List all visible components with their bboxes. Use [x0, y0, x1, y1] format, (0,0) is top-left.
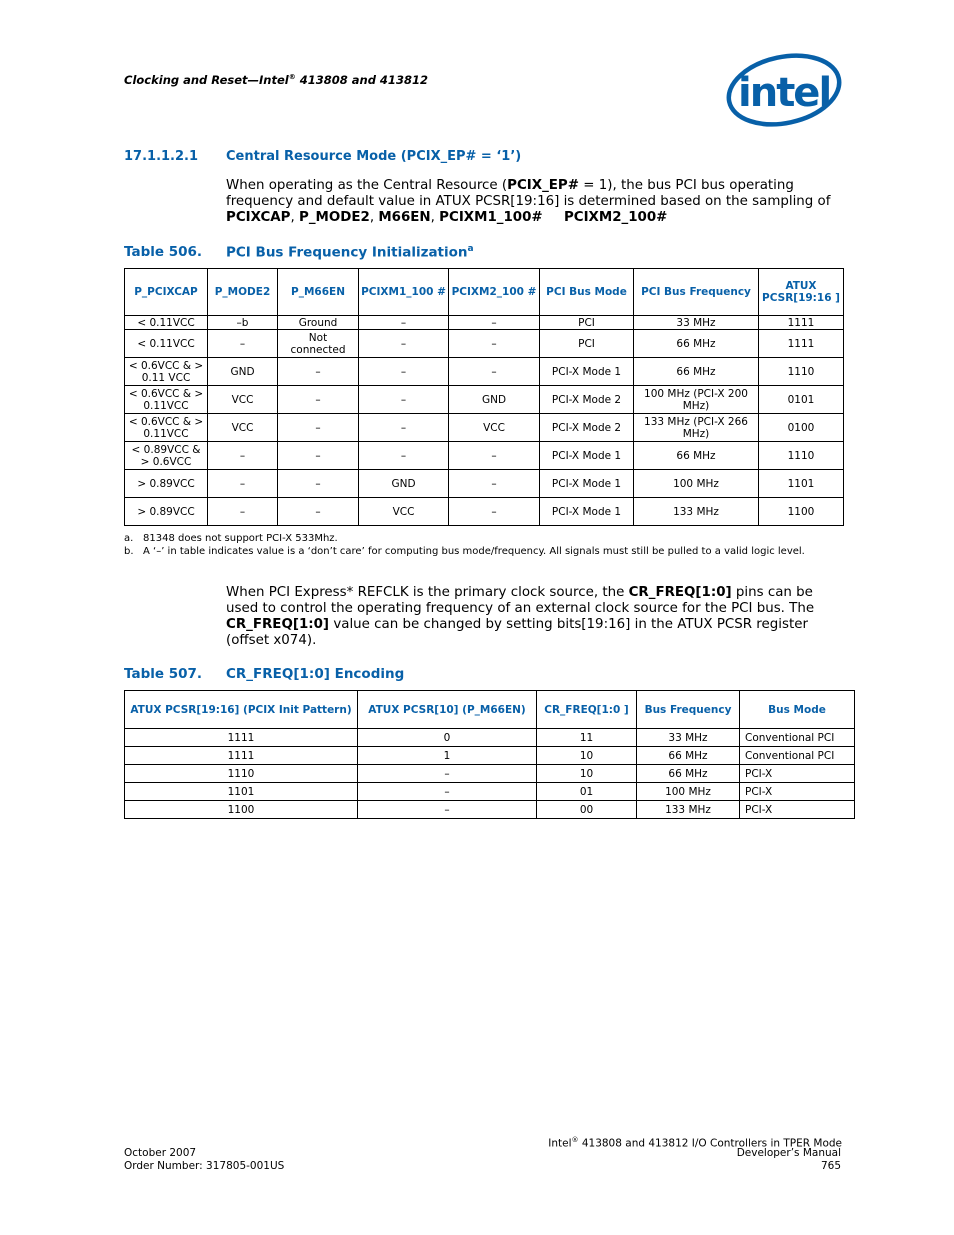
- table-cell: VCC: [208, 386, 278, 414]
- table-row: [125, 498, 844, 526]
- table-cell: PCI-X: [740, 783, 855, 801]
- table-cell: 66 MHz: [637, 765, 740, 783]
- table-cell: –: [359, 330, 449, 358]
- table-cell: PCI-X: [740, 765, 855, 783]
- table-cell: 66 MHz: [634, 358, 759, 386]
- table-cell: < 0.11VCC: [125, 316, 208, 330]
- pci-bus-frequency-table: [124, 268, 844, 526]
- table-cell: PCI-X Mode 2: [540, 386, 634, 414]
- table-cell: –: [208, 442, 278, 470]
- table-cell: 1111: [125, 729, 358, 747]
- col-header: Bus Mode: [740, 691, 855, 729]
- table-cell: –: [208, 498, 278, 526]
- running-header: Clocking and Reset—Intel® 413808 and 413812: [124, 73, 428, 87]
- table-cell: –: [358, 765, 537, 783]
- col-header: Bus Frequency: [637, 691, 740, 729]
- footer-order-number: Order Number: 317805-001US: [124, 1160, 285, 1172]
- col-header: PCIXM2_100 #: [449, 269, 540, 316]
- table-row: [125, 783, 855, 801]
- col-header: PCI Bus Mode: [540, 269, 634, 316]
- footer-page-number: 765: [820, 1160, 841, 1172]
- table-cell: PCI-X Mode 2: [540, 414, 634, 442]
- footnote-a: a. 81348 does not support PCI-X 533Mhz.: [124, 533, 338, 544]
- table-cell: < 0.6VCC & > 0.11VCC: [125, 386, 208, 414]
- table-cell: –: [358, 783, 537, 801]
- table-cell: –: [278, 470, 359, 498]
- table-cell: 133 MHz: [637, 801, 740, 819]
- table-cell: 1100: [759, 498, 844, 526]
- table-cell: 33 MHz: [637, 729, 740, 747]
- table-cell: VCC: [208, 414, 278, 442]
- table-cell: –: [449, 316, 540, 330]
- footnote-b: b. A ‘–’ in table indicates value is a ‘don’t care’ for computing bus mode/frequency. All signals must still be pulled to a valid logic level.: [124, 546, 805, 557]
- table-cell: Not connected: [278, 330, 359, 358]
- table-cell: GND: [208, 358, 278, 386]
- table-cell: PCI-X Mode 1: [540, 442, 634, 470]
- table-cell: 33 MHz: [634, 316, 759, 330]
- table-cell: 1110: [759, 358, 844, 386]
- table-cell: VCC: [449, 414, 540, 442]
- table-cell: 100 MHz: [634, 470, 759, 498]
- table-cell: GND: [359, 470, 449, 498]
- table-row: [125, 801, 855, 819]
- table-cell: 1110: [759, 442, 844, 470]
- table-cell: –: [449, 498, 540, 526]
- table-cell: –: [278, 358, 359, 386]
- table-cell: VCC: [359, 498, 449, 526]
- table-cell: –: [278, 386, 359, 414]
- col-header: PCIXM1_100 #: [359, 269, 449, 316]
- table-cell: GND: [449, 386, 540, 414]
- table-cell: –: [278, 414, 359, 442]
- table-row: [125, 765, 855, 783]
- table-cell: 1110: [125, 765, 358, 783]
- col-header: ATUX PCSR[10] (P_M66EN): [358, 691, 537, 729]
- table-cell: –: [278, 442, 359, 470]
- footer-date: October 2007: [124, 1147, 197, 1159]
- table-cell: < 0.11VCC: [125, 330, 208, 358]
- table-row: [125, 316, 844, 330]
- table-cell: Ground: [278, 316, 359, 330]
- intel-logo: [724, 50, 844, 128]
- section-title: Central Resource Mode (PCIX_EP# = ‘1’): [226, 149, 522, 164]
- col-header: ATUX PCSR[19:16] (PCIX Init Pattern): [125, 691, 358, 729]
- table-cell: 0: [358, 729, 537, 747]
- table-cell: Conventional PCI: [740, 747, 855, 765]
- table-cell: 66 MHz: [634, 442, 759, 470]
- table-506-caption: Table 506. PCI Bus Frequency Initialization$^a$: [124, 244, 474, 261]
- table-cell: –: [359, 442, 449, 470]
- col-header: CR_FREQ[1:0 ]: [537, 691, 637, 729]
- table-cell: –: [208, 330, 278, 358]
- table-cell: –: [359, 316, 449, 330]
- col-header: P_M66EN: [278, 269, 359, 316]
- table-506-label: Table 506.: [124, 244, 203, 260]
- table-cell: PCI-X Mode 1: [540, 498, 634, 526]
- table-cell: 1101: [125, 783, 358, 801]
- table-cell: 0100: [759, 414, 844, 442]
- table-cell: > 0.89VCC: [125, 498, 208, 526]
- refclk-paragraph: When PCI Express* REFCLK is the primary clock source, the CR_FREQ[1:0] pins can be used to control the operating frequency of an external clock source for the PCI bus. The CR_FREQ[1:0] value can be changed by setting bits[19:16] in the ATUX PCSR register (offset x074).: [226, 585, 815, 648]
- col-header: P_PCIXCAP: [125, 269, 208, 316]
- table-cell: –: [358, 801, 537, 819]
- table-cell: 00: [537, 801, 637, 819]
- table-cell: 100 MHz (PCI-X 200 MHz): [634, 386, 759, 414]
- table-row: [125, 729, 855, 747]
- table-cell: 1100: [125, 801, 358, 819]
- table-cell: PCI-X: [740, 801, 855, 819]
- col-header: PCI Bus Frequency: [634, 269, 759, 316]
- table-cell: –: [359, 414, 449, 442]
- table-cell: 1111: [759, 330, 844, 358]
- cr-freq-encoding-table: [124, 690, 855, 819]
- table-cell: < 0.6VCC & > 0.11VCC: [125, 414, 208, 442]
- table-cell: 66 MHz: [634, 330, 759, 358]
- table-cell: –: [359, 358, 449, 386]
- table-cell: PCI: [540, 330, 634, 358]
- table-cell: 01: [537, 783, 637, 801]
- table-cell: 0101: [759, 386, 844, 414]
- table-cell: 1: [358, 747, 537, 765]
- table-cell: 133 MHz: [634, 498, 759, 526]
- table-cell: PCI-X Mode 1: [540, 358, 634, 386]
- table-507-caption: [124, 666, 405, 682]
- table-cell: Conventional PCI: [740, 729, 855, 747]
- table-cell: 66 MHz: [637, 747, 740, 765]
- table-cell: –: [449, 442, 540, 470]
- table-cell: < 0.6VCC & > 0.11 VCC: [125, 358, 208, 386]
- table-507-label: Table 507.: [124, 666, 203, 682]
- table-507-title: CR_FREQ[1:0] Encoding: [226, 666, 405, 682]
- table-cell: –b: [208, 316, 278, 330]
- table-cell: –: [359, 386, 449, 414]
- table-cell: PCI-X Mode 1: [540, 470, 634, 498]
- table-row: [125, 470, 844, 498]
- table-cell: –: [208, 470, 278, 498]
- table-row: [125, 442, 844, 470]
- table-cell: 133 MHz (PCI-X 266 MHz): [634, 414, 759, 442]
- col-header: P_MODE2: [208, 269, 278, 316]
- col-header: ATUX PCSR[19:16 ]: [759, 269, 844, 316]
- table-row: [125, 414, 844, 442]
- table-cell: 10: [537, 747, 637, 765]
- table-cell: > 0.89VCC: [125, 470, 208, 498]
- table-row: [125, 386, 844, 414]
- table-cell: –: [449, 330, 540, 358]
- table-cell: 100 MHz: [637, 783, 740, 801]
- table-row: [125, 747, 855, 765]
- footer-doc-title: Intel® 413808 and 413812 I/O Controllers in TPER Mode: [548, 1136, 842, 1150]
- table-cell: 11: [537, 729, 637, 747]
- table-row: [125, 330, 844, 358]
- table-cell: PCI: [540, 316, 634, 330]
- table-cell: 1101: [759, 470, 844, 498]
- table-506-title: PCI Bus Frequency Initialization: [226, 244, 468, 261]
- intro-paragraph: When operating as the Central Resource (PCIX_EP# = 1), the bus PCI bus operating frequency and default value in ATUX PCSR[19:16] is determined based on the sampling of PCIXCAP, P_MODE2, M66EN, PCIXM1_100# PCIXM2_100#: [226, 178, 831, 225]
- table-cell: –: [449, 470, 540, 498]
- table-cell: 1111: [759, 316, 844, 330]
- footer-manual: Developer’s Manual: [736, 1147, 841, 1159]
- table-cell: < 0.89VCC & > 0.6VCC: [125, 442, 208, 470]
- table-cell: –: [449, 358, 540, 386]
- table-row: [125, 358, 844, 386]
- section-number: 17.1.1.2.1: [124, 149, 199, 164]
- table-cell: 1111: [125, 747, 358, 765]
- table-cell: 10: [537, 765, 637, 783]
- logo-text: intel: [738, 70, 831, 116]
- table-cell: –: [278, 498, 359, 526]
